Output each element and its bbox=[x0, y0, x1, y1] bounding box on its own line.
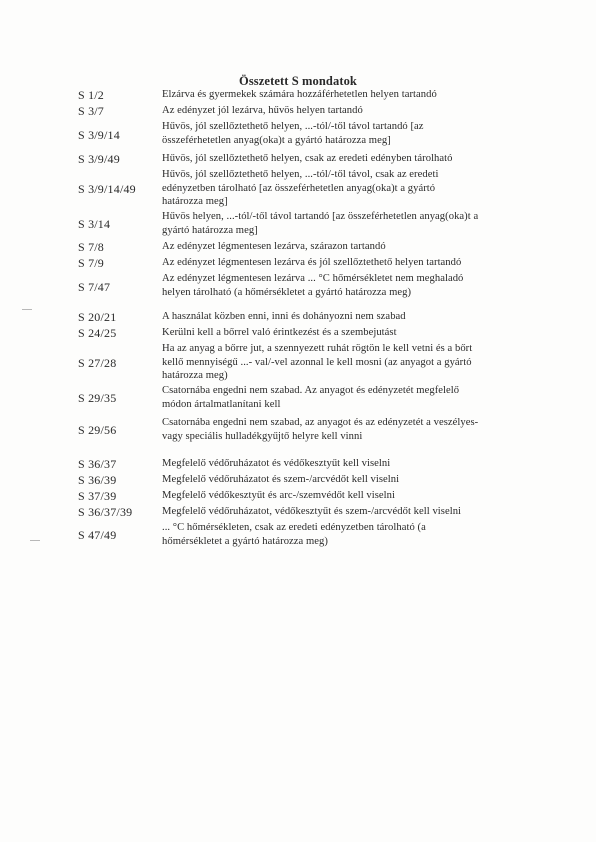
phrase-description bbox=[162, 210, 554, 237]
phrase-description-line: Hűvös, jól szellőztethető helyen, ...-tól/-től távol, csak az eredeti bbox=[162, 169, 439, 180]
phrase-code: S 37/39 bbox=[78, 489, 117, 503]
phrase-description-line: gyártó határozza meg] bbox=[162, 224, 258, 236]
phrase-description-line: határozza meg] bbox=[162, 196, 228, 207]
phrase-description bbox=[162, 473, 554, 487]
phrase-code: S 36/37 bbox=[78, 457, 117, 471]
phrase-description-line: Hűvös, jól szellőztethető helyen, ...-tól/-től távol tartandó [az bbox=[162, 121, 424, 132]
phrase-description bbox=[162, 168, 554, 209]
phrase-description-line: ... °C hőmérsékleten, csak az eredeti edényzetben tárolható (a bbox=[162, 522, 426, 533]
phrase-code: S 1/2 bbox=[78, 88, 105, 102]
phrase-description-line: Csatornába engedni nem szabad. Az anyagot és edényzetét megfelelő bbox=[162, 385, 460, 396]
phrase-description bbox=[162, 505, 554, 519]
margin-mark bbox=[22, 309, 32, 310]
phrase-description-line: Az edényzet légmentesen lezárva, szárazon tartandó bbox=[162, 241, 386, 252]
phrase-description-line: határozza meg) bbox=[162, 370, 228, 381]
phrase-code: S 36/39 bbox=[78, 473, 117, 487]
phrase-code: S 36/37/39 bbox=[78, 505, 133, 519]
phrase-description-line: Megfelelő védőruházatot és védőkesztyűt kell viselni bbox=[162, 458, 391, 469]
phrase-description-line: edényzetben tárolható [az összeférhetetlen anyag(oka)t a gyártó bbox=[162, 182, 436, 194]
phrase-code: S 3/14 bbox=[78, 217, 111, 231]
phrase-description-line: összeférhetetlen anyag(oka)t a gyártó határozza meg] bbox=[162, 134, 391, 146]
phrase-code: S 3/9/14/49 bbox=[78, 182, 136, 196]
phrase-description bbox=[162, 457, 554, 471]
phrase-description-line: Elzárva és gyermekek számára hozzáférhetetlen helyen tartandó bbox=[162, 89, 437, 100]
phrase-description bbox=[162, 88, 554, 102]
phrase-description-line: vagy speciális hulladékgyűjtő helyre kell vinni bbox=[162, 430, 363, 442]
phrase-description bbox=[162, 521, 554, 548]
phrase-code: S 7/8 bbox=[78, 240, 105, 254]
phrase-description bbox=[162, 342, 554, 383]
phrase-description bbox=[162, 104, 554, 118]
phrase-description-line: Az edényzet légmentesen lezárva ... °C hőmérsékletet nem meghaladó bbox=[162, 273, 464, 284]
phrase-description-line: módon ártalmatlanítani kell bbox=[162, 398, 281, 410]
phrase-description-line: kellő mennyiségű ...- val/-vel azonnal le kell mosni (az anyagot a gyártó bbox=[162, 356, 472, 368]
phrase-description bbox=[162, 326, 554, 340]
phrase-description-line: Az edényzet jól lezárva, hűvös helyen tartandó bbox=[162, 105, 363, 116]
phrase-description-line: Csatornába engedni nem szabad, az anyagot és az edényzetét a veszélyes- bbox=[162, 417, 479, 428]
phrase-description-line: A használat közben enni, inni és dohányozni nem szabad bbox=[162, 311, 406, 322]
phrase-description bbox=[162, 120, 554, 147]
phrase-code: S 29/35 bbox=[78, 391, 117, 405]
phrase-description-line: Megfelelő védőruházatot, védőkesztyűt és szem-/arcvédőt kell viselni bbox=[162, 506, 462, 517]
phrase-description bbox=[162, 240, 554, 254]
phrase-description-line: Hűvös helyen, ...-tól/-től távol tartandó [az összeférhetetlen anyag(oka)t a bbox=[162, 211, 479, 222]
phrase-description-line: Ha az anyag a bőrre jut, a szennyezett ruhát rögtön le kell vetni és a bőrt bbox=[162, 343, 473, 354]
margin-mark bbox=[30, 540, 40, 541]
phrase-code: S 7/47 bbox=[78, 280, 111, 294]
phrase-description-line: Kerülni kell a bőrrel való érintkezést és a szembejutást bbox=[162, 327, 397, 338]
phrase-code: S 24/25 bbox=[78, 326, 117, 340]
phrase-description bbox=[162, 416, 554, 443]
phrase-description-line: Megfelelő védőkesztyűt és arc-/szemvédőt kell viselni bbox=[162, 490, 395, 501]
phrase-code: S 47/49 bbox=[78, 528, 117, 542]
phrase-code: S 3/7 bbox=[78, 104, 105, 118]
phrase-code: S 29/56 bbox=[78, 423, 117, 437]
phrase-code: S 3/9/14 bbox=[78, 128, 120, 142]
phrase-description bbox=[162, 489, 554, 503]
phrase-code: S 3/9/49 bbox=[78, 152, 120, 166]
phrase-code: S 7/9 bbox=[78, 256, 105, 270]
phrase-description bbox=[162, 272, 554, 299]
phrase-description-line: Hűvös, jól szellőztethető helyen, csak az eredeti edényben tárolható bbox=[162, 153, 453, 164]
phrase-description-line: Megfelelő védőruházatot és szem-/arcvédőt kell viselni bbox=[162, 474, 400, 485]
phrase-description-line: helyen tárolható (a hőmérsékletet a gyártó határozza meg) bbox=[162, 286, 412, 298]
phrase-description-line: hőmérsékletet a gyártó határozza meg) bbox=[162, 535, 328, 547]
phrase-description-line: Az edényzet légmentesen lezárva és jól szellőztethető helyen tartandó bbox=[162, 257, 462, 268]
phrase-description bbox=[162, 310, 554, 324]
page-title: Összetett S mondatok bbox=[239, 74, 357, 88]
phrase-description bbox=[162, 152, 554, 166]
phrase-description bbox=[162, 384, 554, 411]
phrase-description bbox=[162, 256, 554, 270]
phrase-code: S 20/21 bbox=[78, 310, 117, 324]
phrase-code: S 27/28 bbox=[78, 356, 117, 370]
